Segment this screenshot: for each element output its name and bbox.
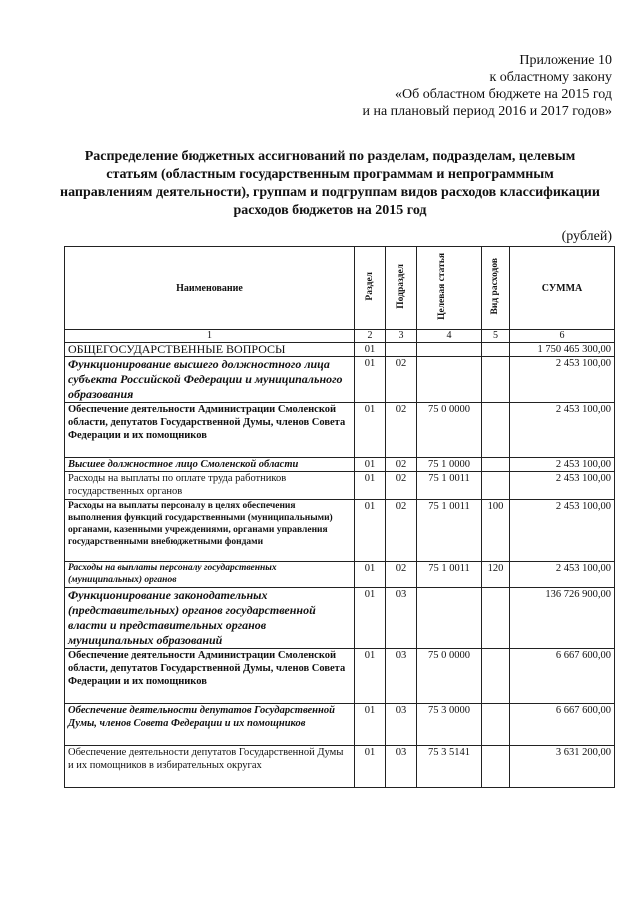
- row-kind: [482, 472, 510, 500]
- row-name: Обеспечение деятельности Администрации Смоленской области, депутатов Государственной Думы, членов Совета Федерации и их помощников: [65, 649, 355, 704]
- header-sum: СУММА: [510, 247, 615, 330]
- row-kind: [482, 588, 510, 649]
- row-sum: 2 453 100,00: [510, 403, 615, 458]
- row-sum: 6 667 600,00: [510, 649, 615, 704]
- appendix-line-2: к областному закону: [489, 70, 612, 85]
- row-subsection: [386, 343, 417, 357]
- row-kind: [482, 649, 510, 704]
- table-row: [65, 649, 615, 704]
- row-subsection: 02: [386, 472, 417, 500]
- row-section: 01: [355, 649, 386, 704]
- units-label: (рублей): [561, 229, 612, 244]
- col-num-4: 4: [417, 330, 482, 343]
- row-kind: [482, 343, 510, 357]
- row-name: Функционирование законодательных (представительных) органов государственной власти и представительных органов муниципальных образований: [65, 588, 355, 649]
- row-section: 01: [355, 562, 386, 588]
- table-row: [65, 588, 615, 649]
- row-sum: 2 453 100,00: [510, 500, 615, 562]
- budget-table: [64, 246, 615, 788]
- row-section: 01: [355, 403, 386, 458]
- row-name: Расходы на выплаты персоналу в целях обеспечения выполнения функций государственными (муниципальными) органами, казенными учреждениями, органами управления государственными внебюджетными фондами: [65, 500, 355, 562]
- row-subsection: 02: [386, 403, 417, 458]
- row-sum: 3 631 200,00: [510, 746, 615, 788]
- header-name: Наименование: [65, 247, 355, 330]
- row-sum: 6 667 600,00: [510, 704, 615, 746]
- row-section: 01: [355, 588, 386, 649]
- table-row: [65, 357, 615, 403]
- row-name: Расходы на выплаты персоналу государственных (муниципальных) органов: [65, 562, 355, 588]
- row-kind: 100: [482, 500, 510, 562]
- row-subsection: 02: [386, 500, 417, 562]
- table-row: [65, 343, 615, 357]
- row-target: [417, 357, 482, 403]
- column-number-row: [65, 330, 615, 343]
- header-kind: [482, 247, 510, 330]
- col-num-6: 6: [510, 330, 615, 343]
- row-kind: [482, 403, 510, 458]
- row-target: 75 3 5141: [417, 746, 482, 788]
- row-sum: 2 453 100,00: [510, 562, 615, 588]
- header-kind-label: Вид расходов: [490, 257, 500, 315]
- row-section: 01: [355, 458, 386, 472]
- row-target: [417, 588, 482, 649]
- col-num-3: 3: [386, 330, 417, 343]
- appendix-block: [252, 52, 612, 120]
- header-subsection-label: Подраздел: [395, 263, 406, 309]
- table-row: [65, 704, 615, 746]
- row-section: 01: [355, 746, 386, 788]
- row-target: 75 0 0000: [417, 649, 482, 704]
- row-section: 01: [355, 357, 386, 403]
- document-title: Распределение бюджетных ассигнований по разделам, подразделам, целевым статьям (областным государственным программам и непрограммным направлениям деятельности), группам и подгруппам видов расходов классификации расходов бюджетов на 2015 год: [60, 149, 600, 218]
- row-section: 01: [355, 472, 386, 500]
- row-sum: 136 726 900,00: [510, 588, 615, 649]
- col-num-2: 2: [355, 330, 386, 343]
- row-target: [417, 343, 482, 357]
- row-kind: [482, 458, 510, 472]
- table-row: [65, 472, 615, 500]
- header-section-label: Раздел: [364, 271, 375, 301]
- row-subsection: 03: [386, 704, 417, 746]
- row-name: ОБЩЕГОСУДАРСТВЕННЫЕ ВОПРОСЫ: [65, 343, 355, 357]
- row-subsection: 02: [386, 458, 417, 472]
- row-target: 75 0 0000: [417, 403, 482, 458]
- row-kind: [482, 704, 510, 746]
- row-subsection: 03: [386, 588, 417, 649]
- row-target: 75 1 0011: [417, 500, 482, 562]
- row-name: Обеспечение деятельности депутатов Государственной Думы и их помощников в избирательных округах: [65, 746, 355, 788]
- appendix-line-3: «Об областном бюджете на 2015 год: [395, 87, 612, 102]
- row-name: Функционирование высшего должностного лица субъекта Российской Федерации и муниципального образования: [65, 357, 355, 403]
- table-row: [65, 458, 615, 472]
- row-target: 75 3 0000: [417, 704, 482, 746]
- appendix-line-4: и на плановый период 2016 и 2017 годов»: [362, 104, 612, 119]
- appendix-line-1: Приложение 10: [519, 53, 612, 68]
- table-row: [65, 500, 615, 562]
- row-sum: 2 453 100,00: [510, 458, 615, 472]
- row-kind: 120: [482, 562, 510, 588]
- table-row: [65, 562, 615, 588]
- row-name: Обеспечение деятельности депутатов Государственной Думы, членов Совета Федерации и их помощников: [65, 704, 355, 746]
- row-subsection: 03: [386, 746, 417, 788]
- header-subsection: [386, 247, 417, 330]
- row-sum: 2 453 100,00: [510, 472, 615, 500]
- header-section: [355, 247, 386, 330]
- col-num-1: 1: [65, 330, 355, 343]
- row-section: 01: [355, 500, 386, 562]
- row-sum: 1 750 465 300,00: [510, 343, 615, 357]
- table-row: [65, 746, 615, 788]
- row-kind: [482, 357, 510, 403]
- row-section: 01: [355, 704, 386, 746]
- row-subsection: 02: [386, 562, 417, 588]
- row-subsection: 03: [386, 649, 417, 704]
- row-kind: [482, 746, 510, 788]
- header-target: [417, 247, 482, 330]
- row-target: 75 1 0000: [417, 458, 482, 472]
- header-target-label: Целевая статья: [437, 252, 447, 320]
- header-row: [65, 247, 615, 330]
- col-num-5: 5: [482, 330, 510, 343]
- row-section: 01: [355, 343, 386, 357]
- row-subsection: 02: [386, 357, 417, 403]
- row-target: 75 1 0011: [417, 472, 482, 500]
- row-sum: 2 453 100,00: [510, 357, 615, 403]
- table-row: [65, 403, 615, 458]
- row-name: Высшее должностное лицо Смоленской области: [65, 458, 355, 472]
- row-name: Расходы на выплаты по оплате труда работников государственных органов: [65, 472, 355, 500]
- row-target: 75 1 0011: [417, 562, 482, 588]
- row-name: Обеспечение деятельности Администрации Смоленской области, депутатов Государственной Думы, членов Совета Федерации и их помощников: [65, 403, 355, 458]
